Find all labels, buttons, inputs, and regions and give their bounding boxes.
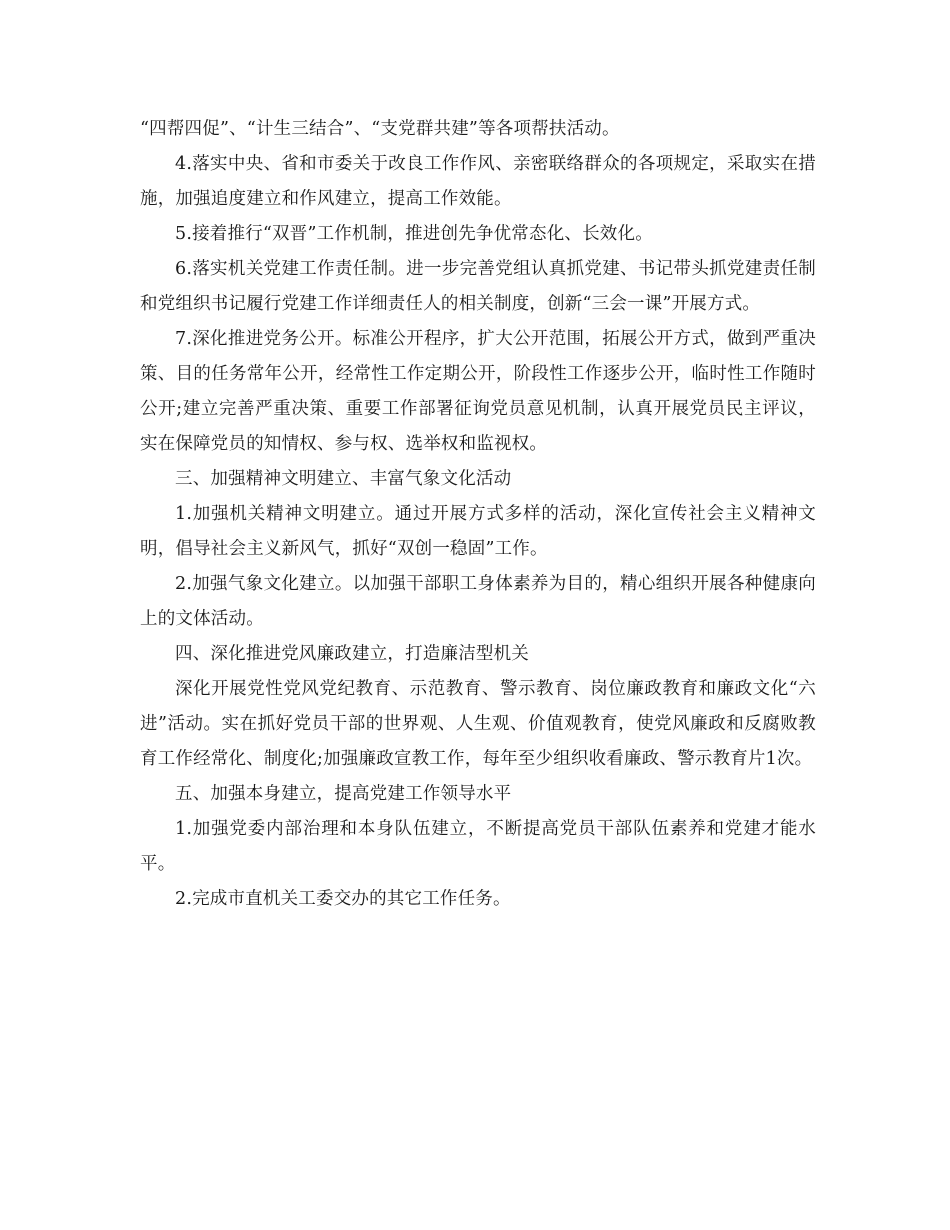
section-heading-4: 四、深化推进党风廉政建立，打造廉洁型机关 (175, 644, 529, 664)
paragraph-section3-item-1: 1.加强机关精神文明建立。通过开展方式多样的活动，深化宣传社会主义精神文明，倡导社会主义新风气，抓好“双创一稳固”工作。 (140, 504, 816, 559)
paragraph-section4-body: 深化开展党性党风党纪教育、示范教育、警示教育、岗位廉政教育和廉政文化“六进”活动。实在抓好党员干部的世界观、人生观、价值观教育，使党风廉政和反腐败教育工作经常化、制度化;加强廉政宣教工作，每年至少组织收看廉政、警示教育片1次。 (140, 679, 816, 769)
paragraph-item-5-dual-promotion: 5.接着推行“双晋”工作机制，推进创先争优常态化、长效化。 (175, 224, 653, 244)
paragraph-item-6-responsibility: 6.落实机关党建工作责任制。进一步完善党组认真抓党建、书记带头抓党建责任制和党组织书记履行党建工作详细责任人的相关制度，创新“三会一课”开展方式。 (140, 259, 816, 314)
paragraph-section3-item-2: 2.加强气象文化建立。以加强干部职工身体素养为目的，精心组织开展各种健康向上的文体活动。 (140, 574, 816, 629)
paragraph-item-7-party-affairs-openness: 7.深化推进党务公开。标准公开程序，扩大公开范围，拓展公开方式，做到严重决策、目的任务常年公开，经常性工作定期公开，阶段性工作逐步公开，临时性工作随时公开;建立完善严重决策、重要工作部署征询党员意见机制，认真开展党员民主评议，实在保障党员的知情权、参与权、选举权和监视权。 (140, 329, 816, 454)
paragraph-section5-item-1: 1.加强党委内部治理和本身队伍建立，不断提高党员干部队伍素养和党建才能水平。 (140, 819, 816, 874)
section-heading-3: 三、加强精神文明建立、丰富气象文化活动 (175, 469, 512, 489)
paragraph-section5-item-2: 2.完成市直机关工委交办的其它工作任务。 (175, 889, 511, 909)
section-heading-5: 五、加强本身建立，提高党建工作领导水平 (175, 784, 512, 804)
document-body (140, 112, 816, 917)
paragraph-assistance-activities: “四帮四促”、“计生三结合”、“支党群共建”等各项帮扶活动。 (140, 119, 620, 139)
paragraph-item-4-work-style: 4.落实中央、省和市委关于改良工作作风、亲密联络群众的各项规定，采取实在措施，加强追度建立和作风建立，提高工作效能。 (140, 154, 816, 209)
